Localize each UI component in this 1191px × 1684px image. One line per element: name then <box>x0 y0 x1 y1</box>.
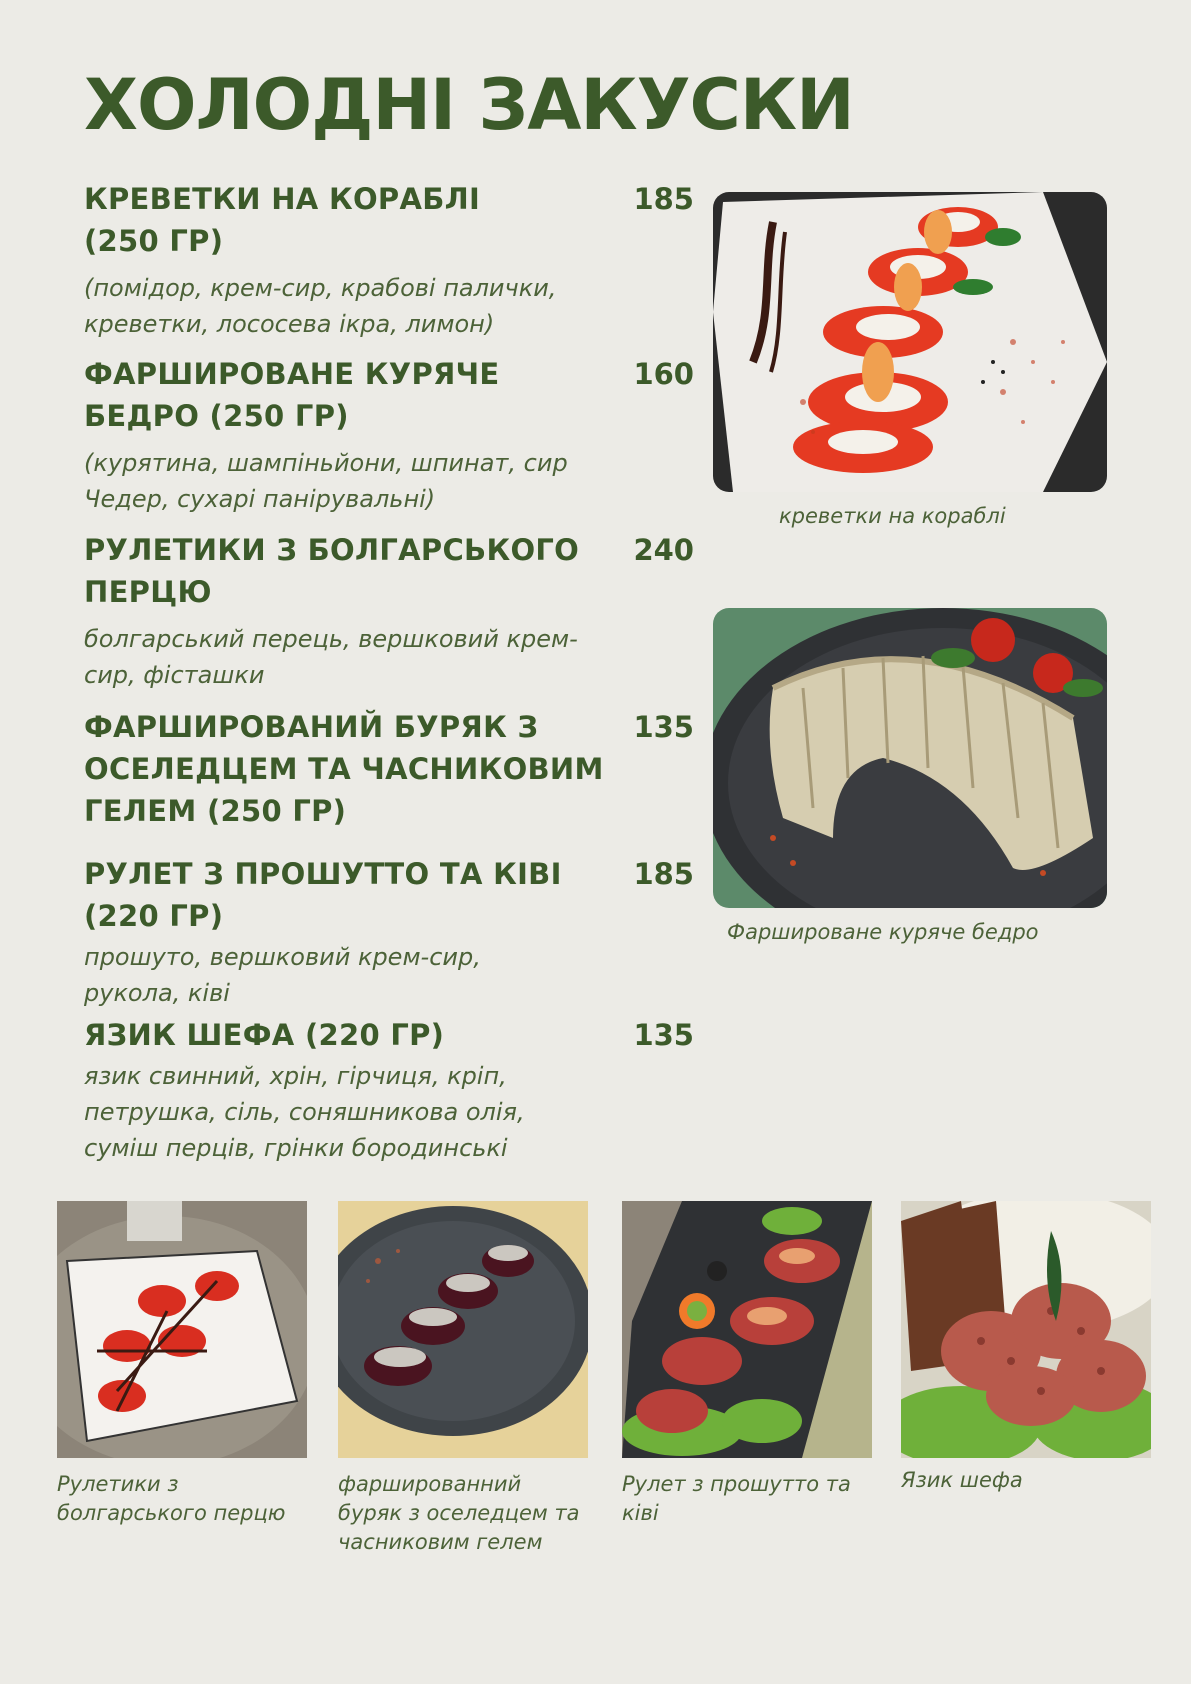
beet-photo <box>338 1201 588 1458</box>
dish-price: 240 <box>633 533 694 567</box>
pepper-rolls-photo <box>57 1201 307 1458</box>
tongue-photo <box>901 1201 1151 1458</box>
dish-name: КРЕВЕТКИ НА КОРАБЛІ (250 ГР) <box>84 182 481 258</box>
pepper-rolls-caption: Рулетики з болгарського перцю <box>57 1472 286 1525</box>
dish-price: 135 <box>633 1018 694 1052</box>
tongue-caption: Язик шефа <box>901 1468 1023 1492</box>
chicken-photo <box>713 608 1107 908</box>
dish-name: РУЛЕТ З ПРОШУТТО ТА КІВІ (220 ГР) <box>84 857 562 933</box>
beet-caption: фаршированний буряк з оселедцем та часниковим гелем <box>338 1472 580 1554</box>
dish-price: 135 <box>633 710 694 744</box>
dish-price: 185 <box>633 857 694 891</box>
dish-price: 185 <box>633 182 694 216</box>
dish-description: прошуто, вершковий крем-сир, рукола, ківі <box>84 943 481 1007</box>
shrimp-photo <box>713 192 1107 492</box>
dish-name: ФАРШИРОВАНИЙ БУРЯК З ОСЕЛЕДЦЕМ ТА ЧАСНИКОВИМ ГЕЛЕМ (250 ГР) <box>84 710 604 828</box>
page-title: ХОЛОДНІ ЗАКУСКИ <box>84 64 854 146</box>
prosciutto-caption: Рулет з прошутто та ківі <box>622 1472 851 1525</box>
dish-price: 160 <box>633 357 694 391</box>
dish-description: (помідор, крем-сир, крабові палички, креветки, лососева ікра, лимон) <box>84 274 557 338</box>
dish-description: болгарський перець, вершковий крем-сир, фісташки <box>84 625 578 689</box>
dish-name: ЯЗИК ШЕФА (220 ГР) <box>84 1018 445 1052</box>
dish-description: язик свинний, хрін, гірчиця, кріп, петрушка, сіль, соняшникова олія, суміш перців, грінки бородинські <box>84 1062 525 1162</box>
dish-description: (курятина, шампіньйони, шпинат, сир Чедер, сухарі панірувальні) <box>84 449 568 513</box>
prosciutto-photo <box>622 1201 872 1458</box>
chicken-caption: Фаршироване куряче бедро <box>727 920 1039 944</box>
dish-name: РУЛЕТИКИ З БОЛГАРСЬКОГО ПЕРЦЮ <box>84 533 580 609</box>
dish-name: ФАРШИРОВАНЕ КУРЯЧЕ БЕДРО (250 ГР) <box>84 357 500 433</box>
shrimp-caption: креветки на кораблі <box>779 504 1006 528</box>
